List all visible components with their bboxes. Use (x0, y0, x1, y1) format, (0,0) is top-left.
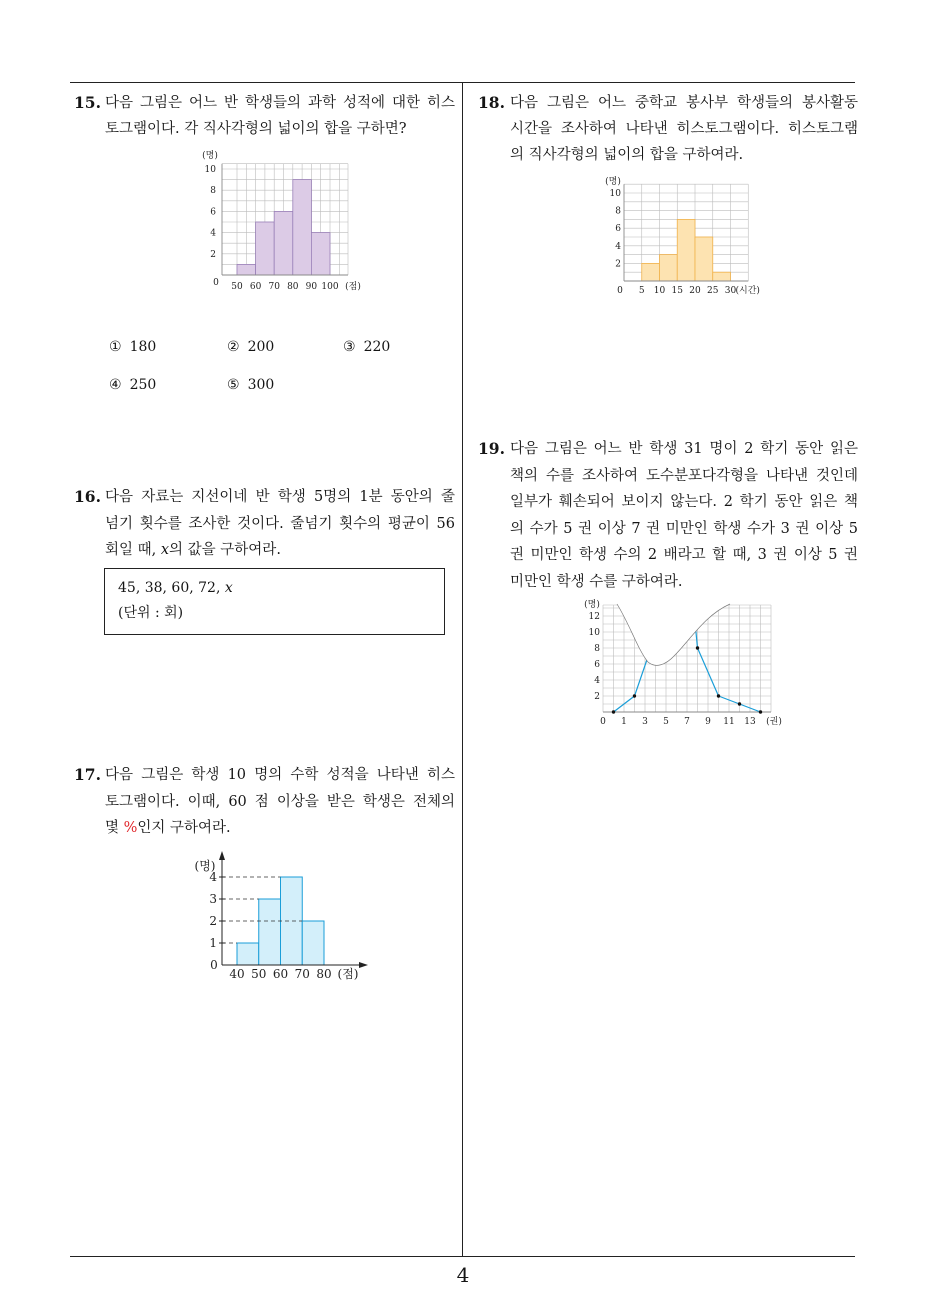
choice-mark: ⑤ (227, 377, 240, 393)
x-tick-label: 7 (684, 717, 690, 727)
question-text (105, 762, 455, 842)
x-tick-label: 60 (272, 967, 289, 981)
data-values-text: 45, 38, 60, 72, (118, 580, 225, 596)
histogram-bar (237, 264, 256, 275)
x-tick-label: 100 (321, 282, 339, 292)
y-tick-label: 2 (615, 259, 621, 270)
x-tick-label: 70 (268, 282, 280, 292)
x-tick-label: 5 (638, 286, 645, 296)
answer-choice-5 (227, 376, 274, 394)
y-tick-label: 6 (594, 660, 600, 670)
x-tick-label: 30 (724, 286, 737, 296)
question-line (105, 815, 455, 842)
question-line: 토그램이다. 이때, 60 점 이상을 받은 학생은 전체의 (105, 793, 455, 810)
question-line: 미만인 학생 수를 구하여라. (510, 573, 683, 590)
question-number: 16. (74, 487, 101, 506)
y-axis-arrow (219, 851, 225, 860)
question-line: 다음 자료는 지선이네 반 학생 5명의 1분 동안의 줄 (105, 489, 455, 505)
histogram-bar (281, 877, 303, 965)
x-tick-label: 50 (251, 967, 267, 981)
question-line: 다음 그림은 어느 중학교 봉사부 학생들의 봉사활동 (510, 95, 858, 111)
y-tick-label: 4 (209, 870, 217, 884)
x-tick-label: 80 (287, 282, 299, 292)
choice-mark: ① (109, 339, 122, 355)
variable-x: x (224, 580, 233, 596)
histogram-bar (677, 219, 695, 281)
question-line: 책의 수를 조사하여 도수분포다각형을 나타낸 것인데 (510, 467, 858, 484)
y-tick-label: 10 (609, 189, 621, 199)
y-tick-label: 2 (209, 914, 217, 928)
origin-label: 0 (210, 958, 218, 972)
y-axis-label: (명) (194, 859, 216, 873)
histogram-bar (302, 921, 324, 965)
polygon-point (738, 702, 741, 705)
answer-choice-4 (109, 376, 156, 394)
question-line: 넘기 횟수를 조사한 것이다. 줄넘기 횟수의 평균이 56 (105, 515, 455, 532)
histogram-math-scores (190, 848, 375, 983)
question-text (105, 484, 455, 564)
frequency-polygon-books-read (580, 596, 780, 728)
x-tick-label: 10 (653, 286, 666, 296)
y-tick-label: 2 (594, 692, 600, 702)
x-tick-label: 20 (689, 286, 701, 296)
choice-mark: ② (227, 339, 240, 355)
y-axis-label: (명) (605, 177, 621, 187)
y-tick-label: 4 (594, 676, 600, 686)
y-tick-label: 4 (615, 241, 621, 252)
y-tick-label: 8 (210, 186, 216, 197)
question-number: 17. (74, 765, 101, 784)
y-tick-label: 3 (209, 892, 217, 906)
choice-value: 250 (129, 377, 157, 393)
x-tick-label: 60 (249, 282, 262, 292)
histogram-bar (311, 233, 330, 275)
y-tick-label: 10 (204, 165, 216, 175)
x-axis-label: (시간) (735, 286, 760, 296)
histogram-volunteer-hours (600, 172, 770, 297)
origin-label: 0 (617, 286, 623, 296)
question-line: 토그램이다. 각 직사각형의 넓이의 합을 구하면? (105, 121, 407, 137)
choice-value: 200 (247, 339, 275, 355)
answer-choice-3 (343, 338, 390, 356)
histogram-bar (713, 272, 731, 281)
histogram-bar (274, 211, 293, 275)
question-line: 다음 그림은 어느 반 학생들의 과학 성적에 대한 히스 (105, 95, 455, 111)
x-axis-arrow (359, 962, 368, 968)
choice-value: 300 (247, 377, 275, 393)
answer-choice-2 (227, 338, 274, 356)
y-tick-label: 8 (615, 206, 621, 217)
question-number: 19. (478, 439, 505, 458)
x-tick-label: 70 (294, 967, 310, 981)
choice-value: 220 (363, 339, 391, 355)
polygon-point (759, 710, 762, 713)
polygon-point (717, 694, 720, 697)
y-tick-label: 12 (588, 612, 600, 622)
question-line: 의 수가 5 권 이상 7 권 미만인 학생 수가 3 권 이상 5 (510, 520, 858, 537)
histogram-bar (256, 222, 275, 275)
histogram-bar (237, 943, 259, 965)
histogram-bar (293, 180, 312, 275)
polygon-point (696, 646, 699, 649)
choice-mark: ④ (109, 377, 122, 393)
x-tick-label: 80 (316, 967, 332, 981)
text-segment: 회일 때, (105, 542, 161, 558)
question-line: 다음 그림은 학생 10 명의 수학 성적을 나타낸 히스 (105, 767, 455, 783)
x-axis-label: (권) (766, 717, 782, 727)
histogram-bar (259, 899, 281, 965)
y-tick-label: 10 (588, 628, 600, 638)
x-tick-label: 25 (707, 286, 719, 296)
question-line: 시간을 조사하여 나타낸 히스토그램이다. 히스토그램 (510, 121, 858, 137)
origin-label: 0 (600, 717, 606, 727)
y-tick-label: 2 (210, 249, 216, 260)
histogram-bar (660, 255, 678, 281)
column-divider (462, 82, 463, 1256)
question-number: 15. (74, 93, 101, 112)
x-axis-label: (점) (345, 282, 361, 292)
x-tick-label: 50 (231, 282, 243, 292)
question-line: 의 직사각형의 넓이의 합을 구하여라. (510, 147, 744, 163)
choice-value: 180 (129, 339, 157, 355)
data-values (118, 579, 233, 597)
bottom-rule (70, 1256, 855, 1257)
page-number: 4 (456, 1263, 470, 1287)
question-number: 18. (478, 93, 505, 112)
text-segment: 몇 (105, 820, 124, 836)
histogram-bar (642, 263, 660, 281)
x-axis-label: (점) (337, 967, 359, 981)
text-segment: 의 값을 구하여라. (169, 542, 281, 558)
percent-sign: % (123, 820, 138, 836)
x-tick-label: 11 (723, 717, 735, 727)
answer-choice-1 (109, 338, 156, 356)
y-tick-label: 4 (210, 228, 216, 239)
data-unit: (단위 : 회) (118, 605, 184, 621)
question-line: 권 미만인 학생 수의 2 배라고 할 때, 3 권 이상 5 권 (510, 547, 858, 563)
data-box (104, 568, 445, 635)
y-tick-label: 1 (209, 936, 217, 950)
polygon-point (612, 710, 615, 713)
question-text (510, 436, 858, 595)
y-tick-label: 6 (210, 207, 216, 218)
question-text (510, 90, 858, 168)
origin-label: 0 (213, 278, 219, 288)
variable-x: x (160, 542, 170, 558)
text-segment: 인지 구하여라. (137, 820, 231, 836)
x-tick-label: 9 (705, 717, 711, 727)
question-line: 일부가 훼손되어 보이지 않는다. 2 학기 동안 읽은 책 (510, 494, 858, 510)
x-tick-label: 3 (642, 717, 648, 727)
choice-mark: ③ (343, 339, 356, 355)
x-tick-label: 15 (671, 286, 683, 296)
question-line (105, 537, 455, 564)
polygon-point (633, 694, 636, 697)
question-text (105, 90, 455, 142)
y-tick-label: 8 (594, 644, 600, 654)
y-tick-label: 6 (615, 224, 621, 235)
question-line: 다음 그림은 어느 반 학생 31 명이 2 학기 동안 읽은 (510, 441, 858, 457)
y-axis-label: (명) (202, 151, 218, 161)
x-tick-label: 1 (621, 717, 627, 727)
histogram-bar (695, 237, 713, 281)
x-tick-label: 40 (229, 967, 245, 981)
x-tick-label: 5 (663, 717, 669, 727)
x-tick-label: 13 (744, 717, 756, 727)
y-axis-label: (명) (584, 600, 600, 610)
histogram-science-scores (190, 145, 365, 295)
x-tick-label: 90 (305, 282, 318, 292)
